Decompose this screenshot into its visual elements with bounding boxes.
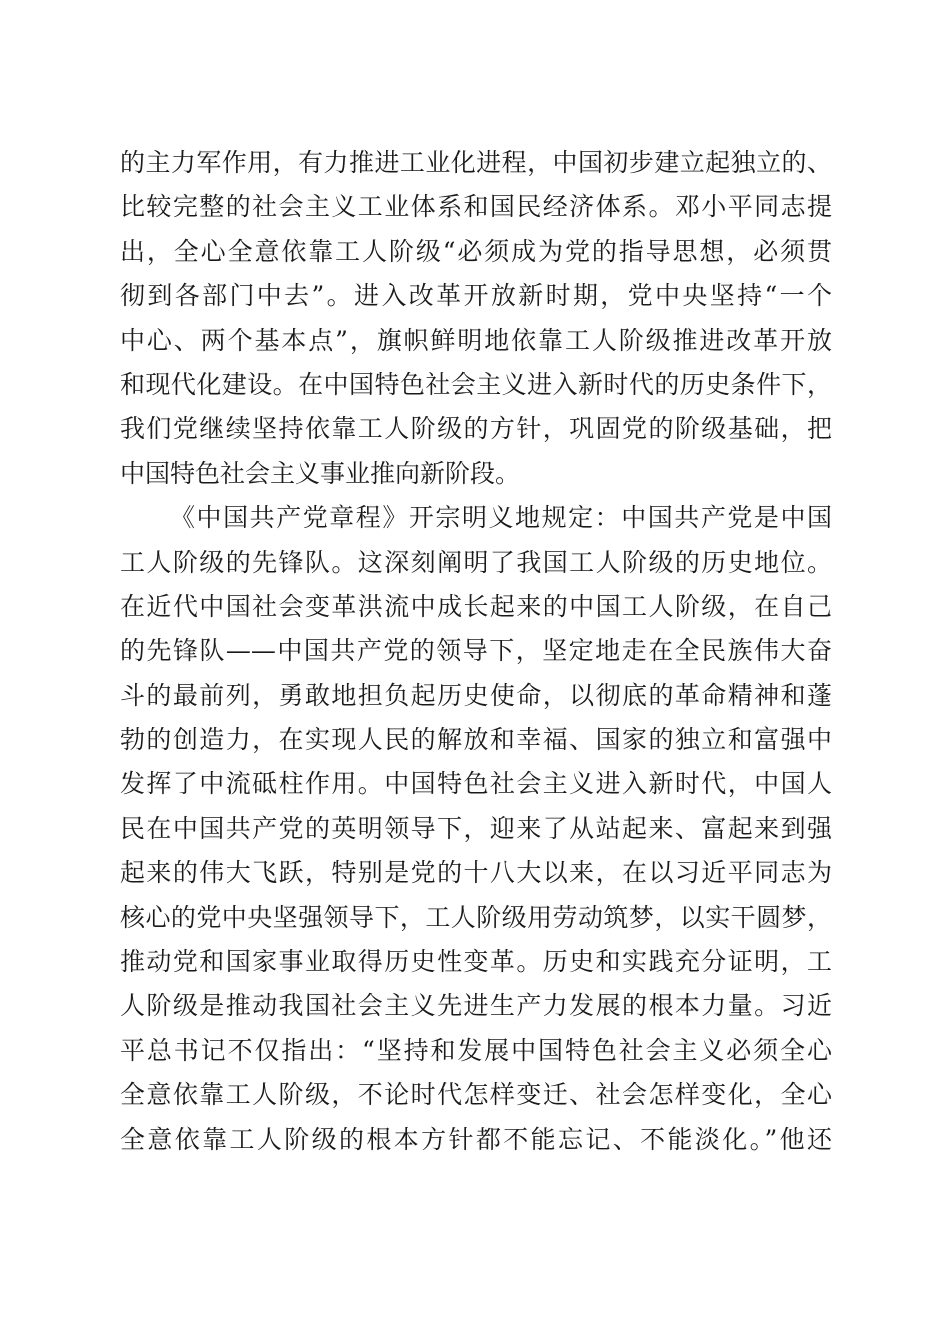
body-text — [120, 141, 832, 1162]
text-line: 全意依靠工人阶级的根本方针都不能忘记、不能淡化。”他还 — [120, 1124, 832, 1154]
text-line: 《中国共产党章程》开宗明义地规定：中国共产党是中国 — [170, 503, 832, 533]
text-line: 斗的最前列，勇敢地担负起历史使命，以彻底的革命精神和蓬 — [120, 680, 832, 710]
text-line: 和现代化建设。在中国特色社会主义进入新时代的历史条件下， — [120, 369, 832, 399]
text-line: 彻到各部门中去”。进入改革开放新时期，党中央坚持“一个 — [120, 281, 832, 311]
text-line: 比较完整的社会主义工业体系和国民经济体系。邓小平同志提 — [120, 192, 832, 222]
text-line: 平总书记不仅指出：“坚持和发展中国特色社会主义必须全心 — [120, 1035, 832, 1065]
text-line: 出，全心全意依靠工人阶级“必须成为党的指导思想，必须贯 — [120, 236, 832, 266]
text-line: 推动党和国家事业取得历史性变革。历史和实践充分证明，工 — [120, 947, 832, 977]
text-line: 核心的党中央坚强领导下，工人阶级用劳动筑梦，以实干圆梦， — [120, 902, 832, 932]
text-line: 人阶级是推动我国社会主义先进生产力发展的根本力量。习近 — [120, 991, 832, 1021]
text-line: 民在中国共产党的英明领导下，迎来了从站起来、富起来到强 — [120, 813, 832, 843]
text-line: 我们党继续坚持依靠工人阶级的方针，巩固党的阶级基础，把 — [120, 414, 832, 444]
text-line: 起来的伟大飞跃，特别是党的十八大以来，在以习近平同志为 — [120, 858, 832, 888]
text-line: 勃的创造力，在实现人民的解放和幸福、国家的独立和富强中 — [120, 725, 832, 755]
text-line: 的主力军作用，有力推进工业化进程，中国初步建立起独立的、 — [120, 148, 832, 177]
text-line: 在近代中国社会变革洪流中成长起来的中国工人阶级，在自己 — [120, 591, 832, 621]
text-line: 全意依靠工人阶级，不论时代怎样变迁、社会怎样变化，全心 — [120, 1080, 832, 1110]
text-line: 发挥了中流砥柱作用。中国特色社会主义进入新时代，中国人 — [120, 769, 832, 799]
text-line: 的先锋队——中国共产党的领导下，坚定地走在全民族伟大奋 — [120, 636, 832, 666]
text-line: 工人阶级的先锋队。这深刻阐明了我国工人阶级的历史地位。 — [120, 547, 832, 577]
text-line: 中心、两个基本点”，旗帜鲜明地依靠工人阶级推进改革开放 — [120, 325, 832, 355]
text-line: 中国特色社会主义事业推向新阶段。 — [120, 458, 521, 488]
